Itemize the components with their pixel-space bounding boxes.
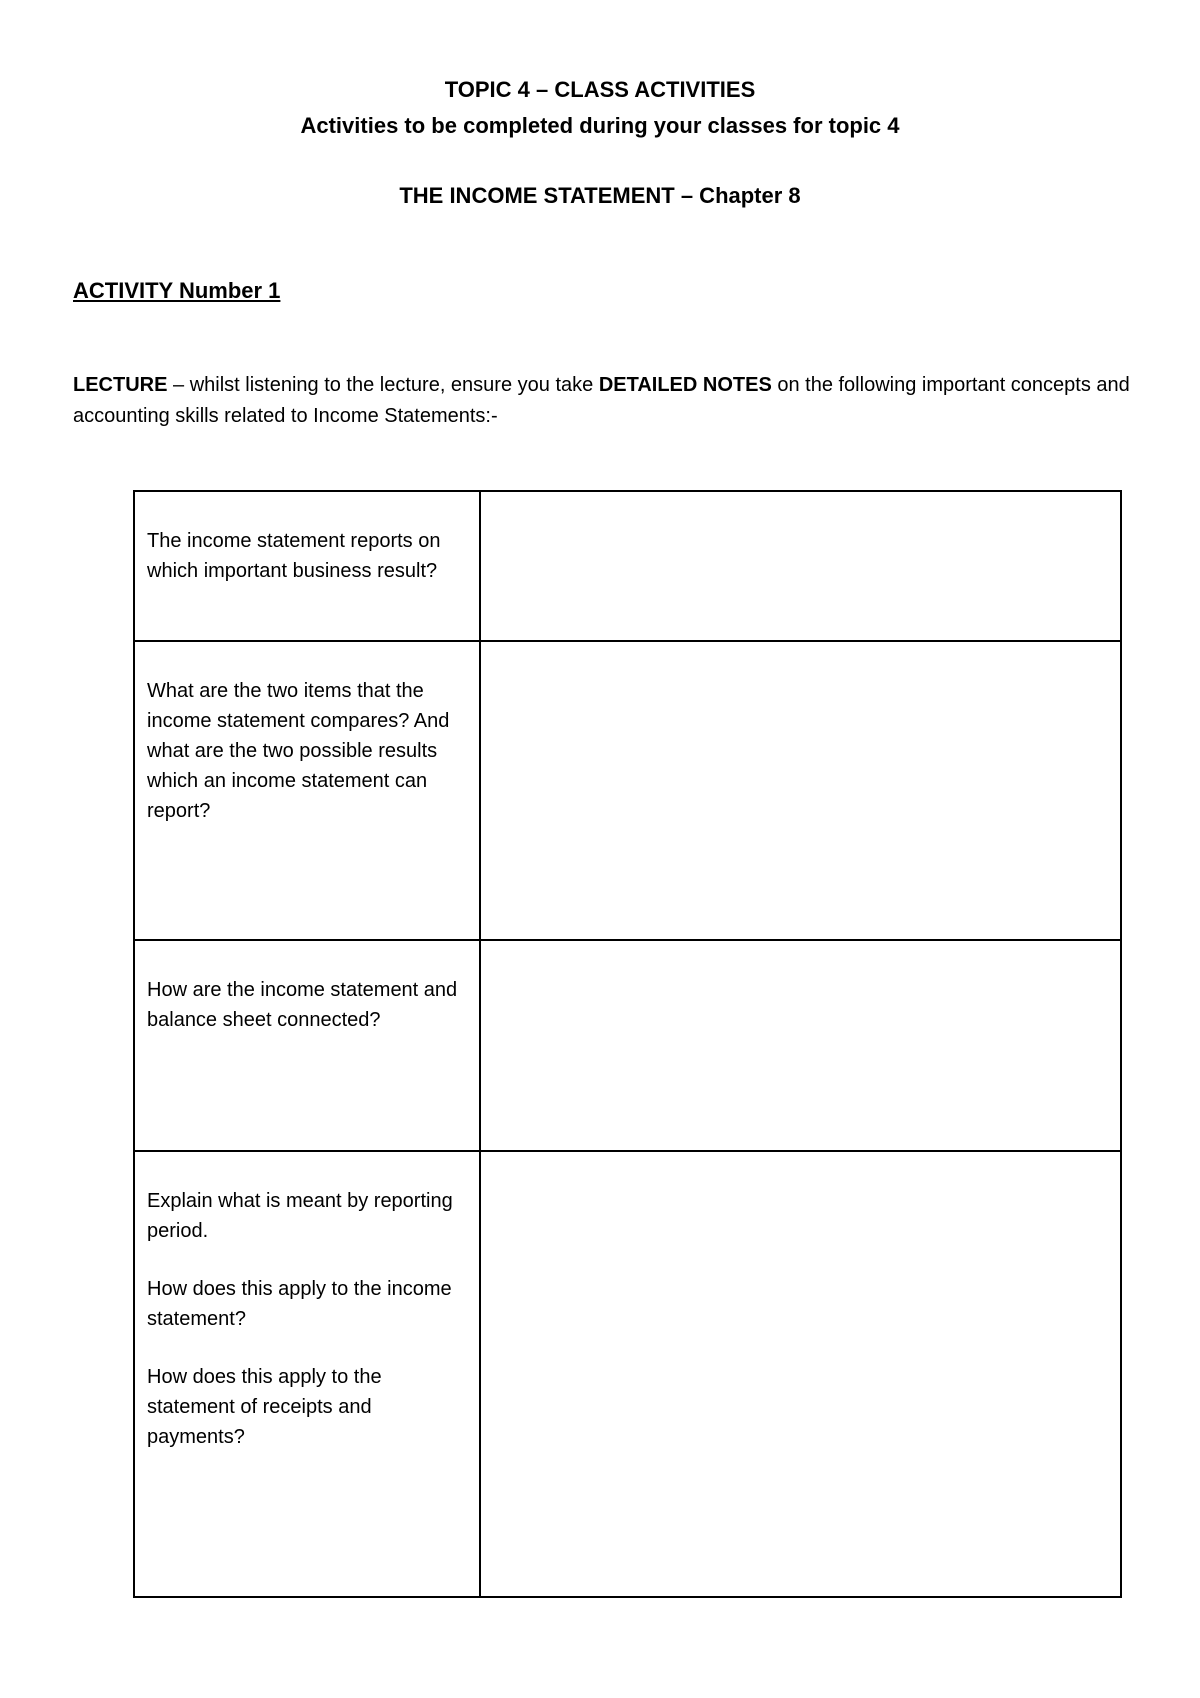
notes-table [133,490,1122,1598]
table-row [134,940,1121,1151]
instructions-text-1: – whilst listening to the lecture, ensure you take [167,374,599,396]
question-text: How does this apply to the income statement? [147,1278,452,1330]
activity-title: ACTIVITY Number 1 [73,278,281,303]
question-cell [134,641,480,940]
topic-title: TOPIC 4 – CLASS ACTIVITIES [444,77,756,102]
table-row [134,491,1121,641]
chapter-title: THE INCOME STATEMENT – Chapter 8 [399,183,801,208]
question-cell [134,1151,480,1597]
topic-subtitle: Activities to be completed during your classes for topic 4 [300,113,900,138]
table-row [134,641,1121,940]
question-text: Explain what is meant by reporting period. [147,1190,453,1242]
question-text: How does this apply to the statement of receipts and payments? [147,1366,382,1448]
table-row [134,1151,1121,1597]
instructions-text-2: on the following important concepts and accounting skills related to Income Statements:- [73,374,1130,427]
question-cell [134,940,480,1151]
detailed-notes-emphasis: DETAILED NOTES [598,374,772,396]
question-text: The income statement reports on which important business result? [147,530,441,582]
answer-cell[interactable] [480,1151,1121,1597]
answer-cell[interactable] [480,641,1121,940]
question-text: How are the income statement and balance sheet connected? [147,979,458,1031]
question-text: What are the two items that the income statement compares? And what are the two possible results which an income statement can report? [147,680,450,822]
question-cell [134,491,480,641]
answer-cell[interactable] [480,491,1121,641]
lecture-label: LECTURE [73,374,168,396]
answer-cell[interactable] [480,940,1121,1151]
lecture-instructions [73,370,1133,432]
